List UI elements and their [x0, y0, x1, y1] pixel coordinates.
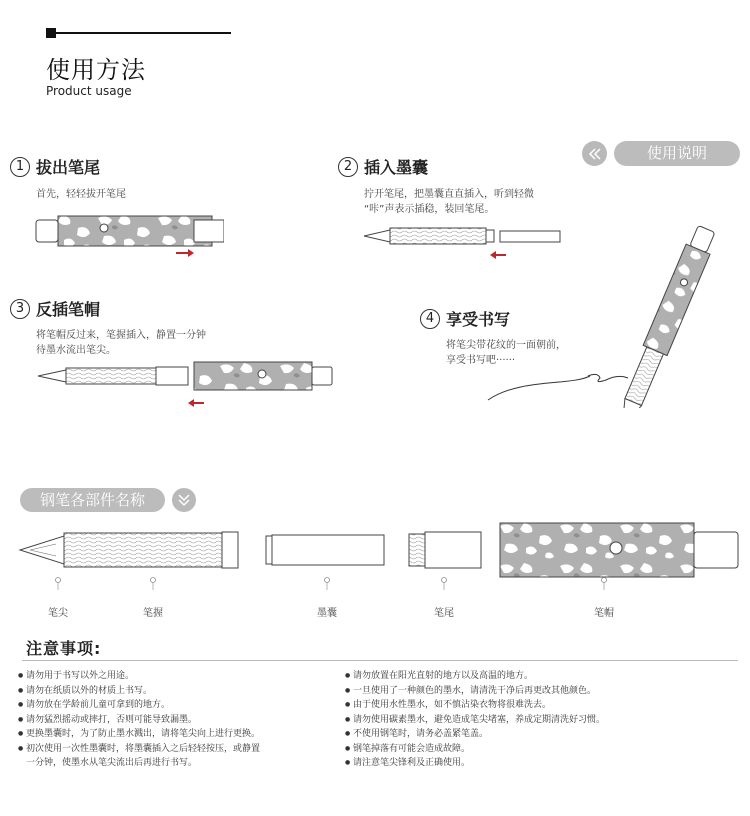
- parts-section-title: 钢笔各部件名称: [20, 488, 165, 512]
- notes-divider: [22, 660, 738, 661]
- manual-button[interactable]: 使用说明: [614, 141, 740, 166]
- step-4-illustration: [480, 178, 740, 408]
- double-chevron-left-icon[interactable]: [582, 141, 607, 166]
- note-item: ● 请勿用于书写以外之用途。: [18, 669, 338, 684]
- header-rule: [48, 32, 231, 34]
- page-subtitle: Product usage: [46, 84, 132, 98]
- notes-title: 注意事项:: [26, 639, 102, 658]
- step-1-heading: [10, 155, 100, 178]
- step-1-desc: 首先，轻轻拔开笔尾: [36, 189, 126, 200]
- note-item: ● 请注意笔尖锋利及正确使用。: [345, 756, 725, 771]
- note-item: ● 更换墨囊时，为了防止墨水溅出，请将笔尖向上进行更换。: [18, 727, 338, 742]
- step-1-number: 1: [10, 157, 30, 177]
- note-item: ● 钢笔掉落有可能会造成故障。: [345, 742, 725, 757]
- step-4-desc: 将笔尖带花纹的一面朝前， 享受书写吧······: [446, 340, 566, 366]
- step-2-title: 插入墨囊: [364, 158, 429, 177]
- part-label-nib: 笔尖: [48, 608, 68, 619]
- step-4-number: 4: [420, 309, 440, 329]
- note-item: ● 请勿猛烈摇动或摔打，否则可能导致漏墨。: [18, 713, 338, 728]
- part-label-cartridge: 墨囊: [317, 608, 337, 619]
- step-1-illustration: [34, 212, 224, 260]
- note-item: ● 请勿放在学龄前儿童可拿到的地方。: [18, 698, 338, 713]
- note-item: ● 由于使用水性墨水，如不慎沾染衣物将很难洗去。: [345, 698, 725, 713]
- note-item: ● 初次使用一次性墨囊时，将墨囊插入之后轻轻按压，或静置 一分钟，使墨水从笔尖流出后再进行书写。: [18, 742, 338, 771]
- note-item: ● 不使用钢笔时，请务必盖紧笔盖。: [345, 727, 725, 742]
- part-label-cap: 笔帽: [594, 608, 614, 619]
- step-2-desc: 拧开笔尾，把墨囊直直插入，听到轻微 “咔”声表示插稳，装回笔尾。: [364, 189, 534, 215]
- step-3-heading: [10, 297, 100, 320]
- step-3-desc: 将笔帽反过来，笔握插入，静置一分钟 待墨水流出笔尖。: [36, 330, 206, 356]
- note-item: ● 请勿放置在阳光直射的地方以及高温的地方。: [345, 669, 725, 684]
- note-item: ● 一旦使用了一种颜色的墨水，请清洗干净后再更改其他颜色。: [345, 684, 725, 699]
- step-3-title: 反插笔帽: [36, 300, 101, 319]
- step-4-title: 享受书写: [446, 310, 511, 329]
- page-title: 使用方法: [46, 56, 146, 84]
- part-label-grip: 笔握: [143, 608, 163, 619]
- note-item: ● 请勿使用碳素墨水，避免造成笔尖堵塞，养成定期清洗好习惯。: [345, 713, 725, 728]
- part-label-barrel-end: 笔尾: [434, 608, 454, 619]
- notes-left: [18, 669, 338, 771]
- step-3-number: 3: [10, 299, 30, 319]
- note-item: ● 请勿在纸质以外的材质上书写。: [18, 684, 338, 699]
- double-chevron-down-icon: [172, 488, 196, 512]
- header-square: [46, 28, 56, 38]
- step-2-number: 2: [338, 157, 358, 177]
- step-3-illustration: [36, 360, 336, 410]
- step-2-heading: [338, 155, 428, 178]
- step-1-title: 拔出笔尾: [36, 158, 101, 177]
- notes-right: [345, 669, 725, 771]
